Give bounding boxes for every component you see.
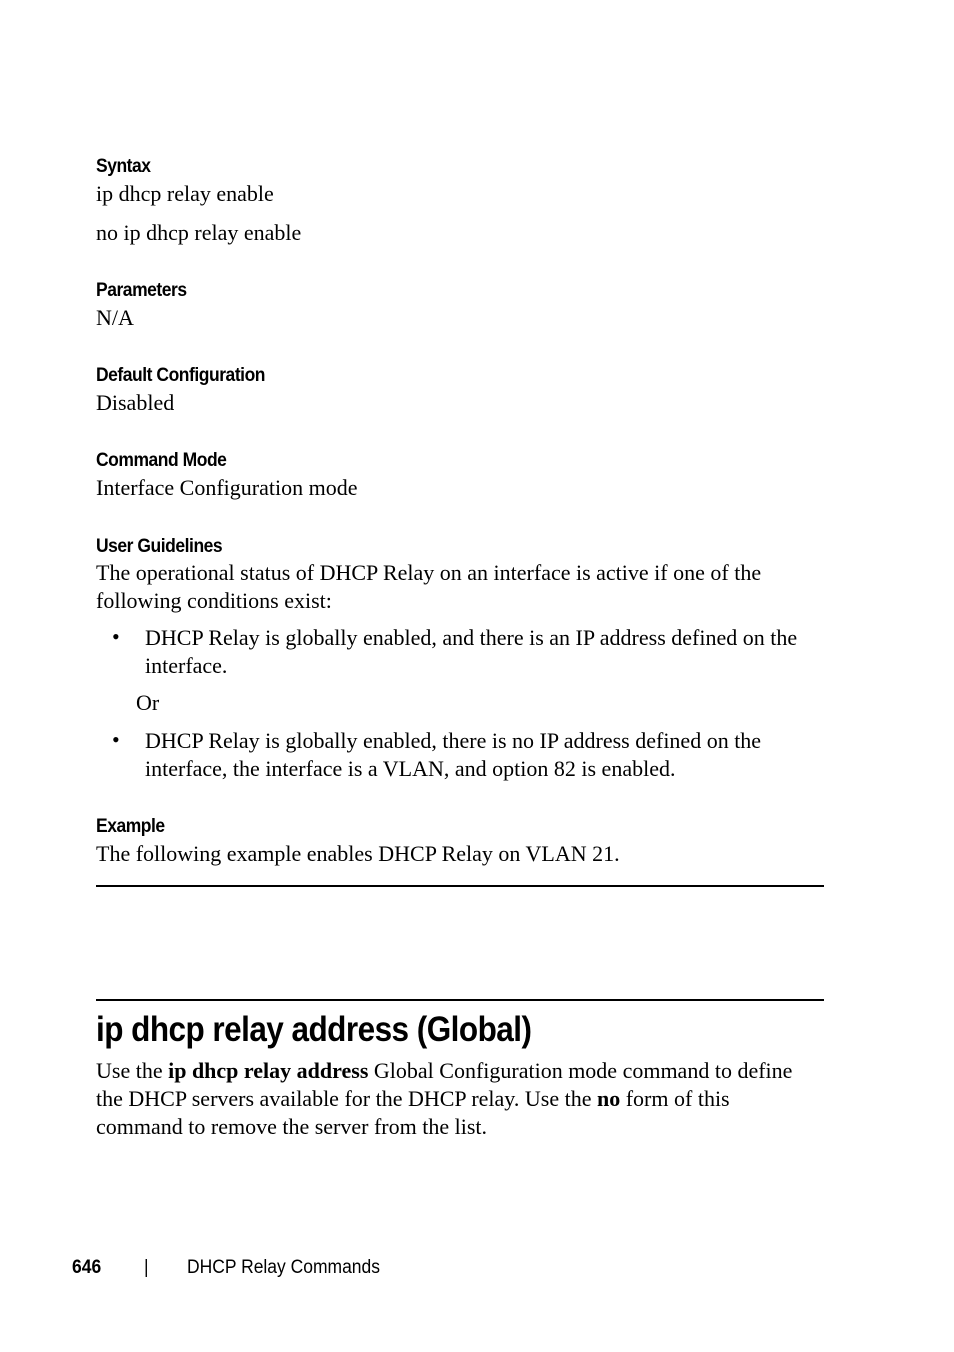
desc-text: Global Configuration mode command to define the DHCP servers available for the DHCP relay. Use the (96, 1058, 793, 1111)
command-mode-text: Interface Configuration mode (96, 475, 358, 500)
parameters-heading: Parameters (96, 280, 187, 301)
default-config-text: Disabled (96, 390, 175, 415)
syntax-heading: Syntax (96, 156, 151, 177)
or-text: Or (136, 690, 160, 715)
desc-text: Use the (96, 1058, 169, 1083)
default-config-heading: Default Configuration (96, 365, 266, 386)
syntax-line: ip dhcp relay enable (96, 181, 274, 206)
section-description (96, 1057, 816, 1141)
bullet-icon: • (112, 624, 120, 649)
divider (96, 885, 824, 887)
footer-chapter: DHCP Relay Commands (187, 1257, 380, 1278)
example-heading: Example (96, 816, 165, 837)
user-guidelines-heading: User Guidelines (96, 536, 223, 557)
example-text: The following example enables DHCP Relay on VLAN 21. (96, 841, 620, 866)
page-number: 646 (72, 1257, 102, 1278)
bullet-item: DHCP Relay is globally enabled, and there is an IP address defined on the interface. (145, 625, 798, 678)
user-guidelines-intro: The operational status of DHCP Relay on an interface is active if one of the following conditions exist: (96, 560, 762, 613)
footer-separator: | (144, 1257, 149, 1278)
desc-no: no (596, 1086, 621, 1111)
bullet-icon: • (112, 727, 120, 752)
desc-text: form of this command to remove the server from the list. (96, 1086, 730, 1139)
desc-command: ip dhcp relay address (168, 1058, 369, 1083)
bullet-item: DHCP Relay is globally enabled, there is no IP address defined on the interface, the interface is a VLAN, and option 82 is enabled. (145, 728, 762, 781)
syntax-line: no ip dhcp relay enable (96, 220, 302, 245)
section-divider (96, 999, 824, 1001)
command-mode-heading: Command Mode (96, 450, 227, 471)
parameters-text: N/A (96, 305, 134, 330)
section-title: ip dhcp relay address (Global) (96, 1010, 532, 1049)
